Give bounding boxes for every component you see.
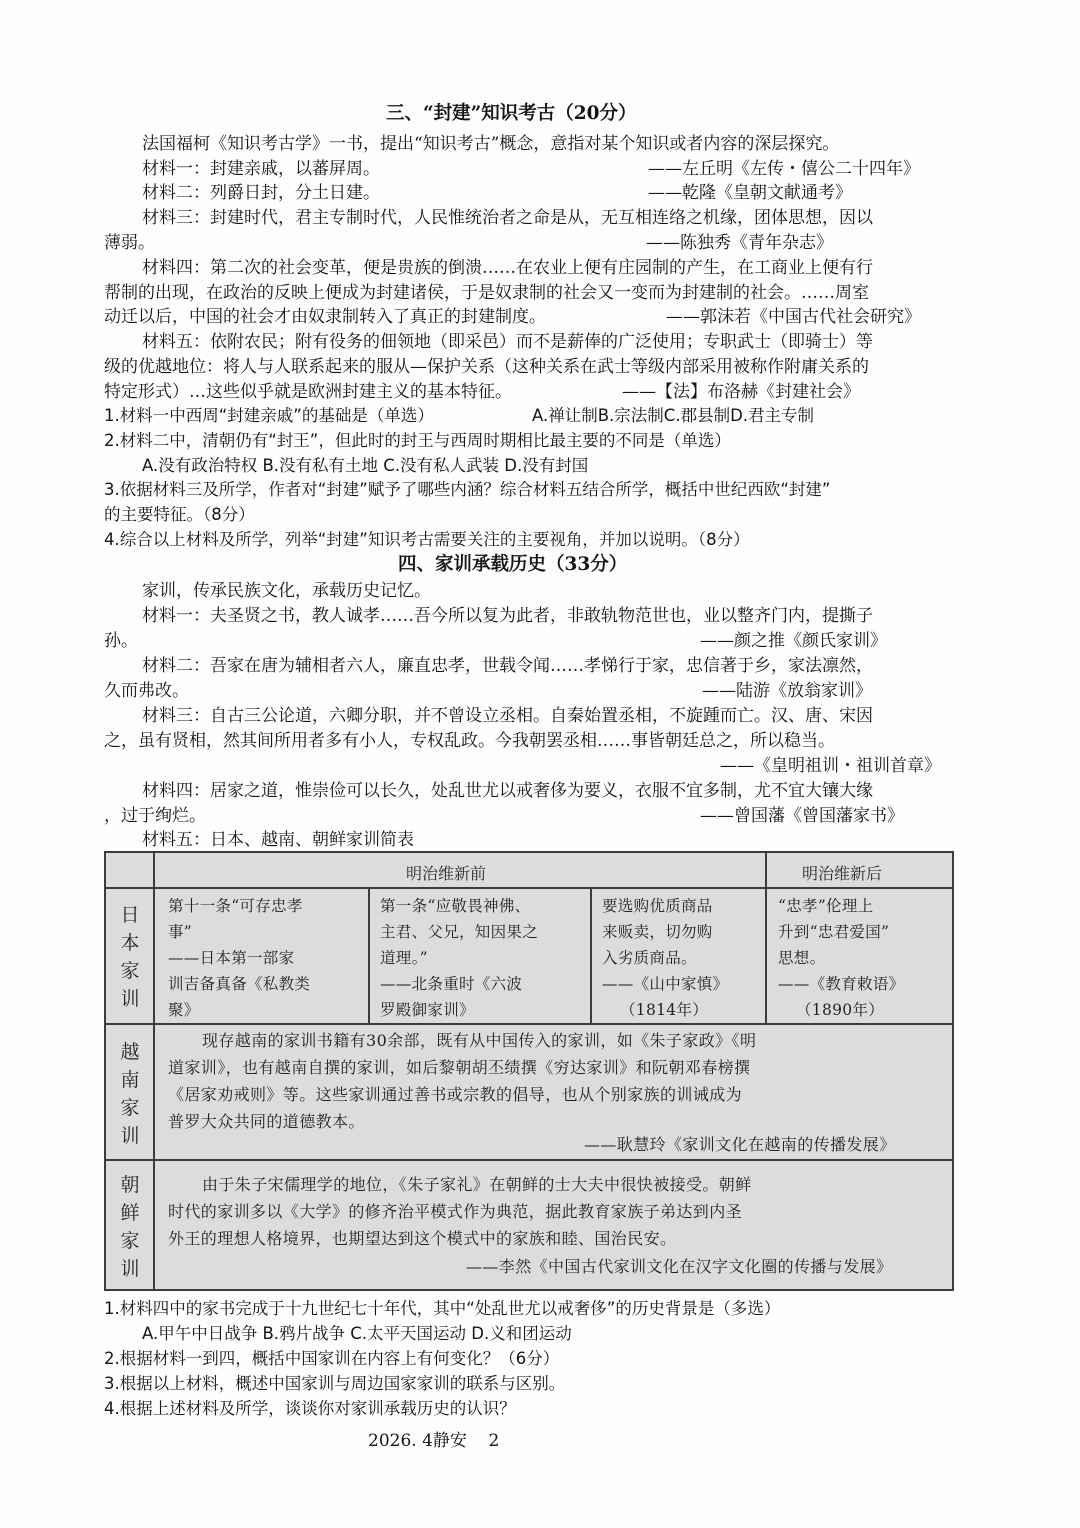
vietnam-cell-text: 现存越南的家训书籍有30余部，既有从中国传入的家训，如《朱子家政》《明 道家训》，也有越南自撰的家训，如后黎朝胡丕绩撰《穷达家训》和阮朝邓春榜撰 《居家劝戒则》等。这些家训通过善书或宗教的倡导，也从个别家族的训诫成为 普罗大众共同的道德教本。 [168, 1031, 757, 1131]
korea-cell-text: 由于朱子宋儒理学的地位，《朱子家礼》在朝鲜的士大夫中很快被接受。朝鲜 时代的家训多以《大学》的修齐治平模式作为典范，据此教育家族子弟达到内圣 外王的理想人格境界，也期望达到这个模式中的家族和睦、国治民安。 [168, 1175, 752, 1248]
s4-question1: 1.材料四中的家书完成于十九世纪七十年代，其中“处乱世尤以戒奢侈”的历史背景是（多选） [104, 1299, 781, 1318]
s4-question4: 4.根据上述材料及所学，谈谈你对家训承载历史的认识？ [104, 1399, 516, 1418]
s4-material4-line1: 材料四：居家之道，惟崇俭可以长久，处乱世尤以戒奢侈为要义，衣服不宜多制，尤不宜大镶大缘 [142, 781, 873, 801]
japan-cell-2: 第一条“应敬畏神佛、 主君、父兄，知因果之 道理。” ——北条重时《六波 罗殿御家训》 [380, 897, 539, 1019]
s4-material2-source: ——陆游《放翁家训》 [702, 681, 872, 701]
japan-cell-4: “忠孝”伦理上 升到“忠君爱国” 思想。 ——《教育敕语》 （1890年） [778, 897, 905, 1019]
s4-material1-line1: 材料一：夫圣贤之书，教人诚孝……吾今所以复为此者，非敢轨物范世也，业以整齐门内，提撕子 [142, 606, 873, 626]
s3-material4-source: ——郭沫若《中国古代社会研究》 [666, 307, 921, 327]
s4-material3-line1: 材料三：自古三公论道，六卿分职，并不曾设立丞相。自秦始置丞相，不旋踵而亡。汉、唐、宋因 [142, 706, 873, 726]
s3-question1-options: A.禅让制B.宗法制C.郡县制D.君主专制 [532, 406, 815, 425]
vietnam-row-label: 越南家训 [120, 1041, 140, 1147]
s3-material3-source: ——陈独秀《青年杂志》 [646, 233, 833, 253]
s3-question3-line2: 的主要特征。（8分） [104, 505, 255, 524]
section3-title: 三、“封建”知识考古（20分） [386, 103, 637, 124]
s3-material5-line1: 材料五：依附农民；附有役务的佃领地（即采邑）而不是薪俸的广泛使用；专职武士（即骑士）等 [142, 332, 873, 352]
s4-material1-source: ——颜之推《颜氏家训》 [700, 631, 887, 651]
section4-title: 四、家训承载历史（33分） [398, 554, 628, 575]
s4-material4-line2: ，过于绚烂。 [104, 806, 206, 826]
s4-material3-source: ——《皇明祖训・祖训首章》 [720, 756, 941, 776]
s4-question1-options: A.甲午中日战争 B.鸦片战争 C.太平天国运动 D.义和团运动 [142, 1324, 572, 1343]
s3-material4-line3: 动迁以后，中国的社会才由奴隶制转入了真正的封建制度。 [104, 307, 546, 327]
s4-question3: 3.根据以上材料，概述中国家训与周边国家家训的联系与区别。 [104, 1374, 566, 1393]
korea-cell-source: ——李然《中国古代家训文化在汉字文化圈的传播与发展》 [466, 1257, 893, 1276]
s3-material3-line2: 薄弱。 [104, 233, 155, 253]
s3-material2-source: ——乾隆《皇朝文献通考》 [648, 183, 852, 203]
s3-material5-source: ——【法】布洛赫《封建社会》 [622, 382, 860, 402]
s3-question3-line1: 3.依据材料三及所学，作者对“封建”赋予了哪些内涵？综合材料五结合所学，概括中世纪西欧“封建” [104, 480, 831, 499]
s3-material5-line2: 级的优越地位：将人与人联系起来的服从—保护关系（这种关系在武士等级内部采用被称作附庸关系的 [104, 357, 869, 377]
s4-material3-line2: 之，虽有贤相，然其间所用者多有小人，专权乱政。今我朝罢丞相……事皆朝廷总之，所以稳当。 [104, 731, 835, 751]
s3-question2: 2.材料二中，清朝仍有“封王”，但此时的封王与西周时期相比最主要的不同是（单选） [104, 431, 731, 450]
s3-question1: 1.材料一中西周“封建亲戚”的基础是（单选） [104, 406, 434, 425]
s3-material1: 材料一：封建亲戚，以蕃屏周。 [142, 159, 380, 179]
family-instruction-table [104, 851, 954, 1291]
s4-material4-source: ——曾国藩《曾国藩家书》 [700, 806, 904, 826]
s3-question2-options: A.没有政治特权 B.没有私有土地 C.没有私人武装 D.没有封国 [142, 456, 589, 475]
s4-material2-line2: 久而弗改。 [104, 681, 189, 701]
korea-row-label: 朝鲜家训 [120, 1174, 140, 1280]
japan-row-label: 日本家训 [120, 904, 140, 1010]
s3-material2: 材料二：列爵日封，分土日建。 [142, 183, 380, 203]
table-header-before-meiji: 明治维新前 [406, 864, 487, 883]
section4-intro: 家训，传承民族文化，承载历史记忆。 [142, 581, 431, 601]
s3-material5-line3: 特定形式）…这些似乎就是欧洲封建主义的基本特征。 [104, 382, 512, 402]
s4-material1-line2: 孙。 [104, 631, 138, 651]
s3-material4-line1: 材料四：第二次的社会变革，便是贵族的倒溃……在农业上便有庄园制的产生，在工商业上便有行 [142, 258, 873, 278]
japan-cell-3: 要选购优质商品 来贩卖，切勿购 入劣质商品。 ——《山中家慎》 （1814年） [602, 897, 729, 1019]
s3-material4-line2: 帮制的出现，在政治的反映上便成为封建诸侯，于是奴隶制的社会又一变而为封建制的社会。……周室 [104, 283, 869, 303]
section3-intro: 法国福柯《知识考古学》一书，提出“知识考古”概念，意指对某个知识或者内容的深层探究。 [142, 134, 840, 154]
japan-cell-1: 第十一条“可存忠孝 事” ——日本第一部家 训吉备真备《私教类 聚》 [168, 897, 311, 1019]
table-header-after-meiji: 明治维新后 [802, 864, 883, 883]
page-footer: 2026. 4静安 2 [368, 1431, 500, 1451]
s4-question2: 2.根据材料一到四，概括中国家训在内容上有何变化？（6分） [104, 1349, 560, 1368]
s3-question4: 4.综合以上材料及所学，列举“封建”知识考古需要关注的主要视角，并加以说明。（8分） [104, 530, 750, 549]
vietnam-cell-source: ——耿慧玲《家训文化在越南的传播发展》 [584, 1135, 896, 1154]
s4-material2-line1: 材料二：吾家在唐为辅相者六人，廉直忠孝，世载令闻……孝悌行于家，忠信著于乡，家法凛然， [142, 656, 873, 676]
s3-material1-source: ——左丘明《左传・僖公二十四年》 [648, 159, 920, 179]
s3-material3-line1: 材料三：封建时代，君主专制时代，人民惟统治者之命是从，无互相连络之机缘，团体思想，因以 [142, 208, 873, 228]
s4-material5-caption: 材料五：日本、越南、朝鲜家训简表 [142, 830, 414, 850]
